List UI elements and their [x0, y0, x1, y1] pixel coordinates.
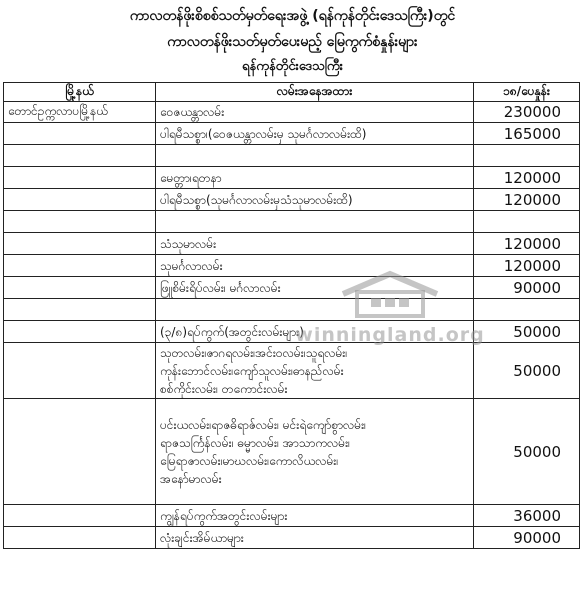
table-row: [4, 167, 580, 189]
header-line-1: ကာလတန်ဖိုးစိစစ်သတ်မှတ်ရေးအဖွဲ့ (ရန်ကုန်တိုင်းဒေသကြီး)တွင်: [129, 8, 456, 24]
table-row: [4, 299, 580, 321]
header-line-2: ကာလတန်ဖိုးသတ်မှတ်ပေးမည့် မြေကွက်စံနှုန်းများ: [167, 34, 418, 50]
rate-cell: 120000: [474, 189, 580, 211]
land-rate-table: [3, 82, 580, 549]
township-cell: [4, 167, 156, 189]
rate-cell: 120000: [474, 167, 580, 189]
table-row: [4, 211, 580, 233]
township-cell: [4, 145, 156, 167]
street-cell: ဝေဇယန္တာလမ်း: [156, 102, 474, 123]
column-header-rate: ၁၈/ပေနှုန်း: [474, 83, 580, 102]
street-cell: ပါရမီသစ္စာ၊(ဝေဇယန္တာလမ်းမှ သုမင်္ဂလာလမ်းထိ): [156, 123, 474, 145]
township-cell: [4, 505, 156, 527]
township-cell: [4, 343, 156, 399]
rate-cell: 90000: [474, 277, 580, 299]
table-row: [4, 123, 580, 145]
table-row: [4, 189, 580, 211]
table-header-row: [4, 83, 580, 102]
township-cell: [4, 211, 156, 233]
table-row: [4, 233, 580, 255]
township-cell: [4, 321, 156, 343]
street-cell: ပါရမီသစ္စာ(သုမင်္ဂလာလမ်းမှသံသုမာလမ်းထိ): [156, 189, 474, 211]
rate-cell: 36000: [474, 505, 580, 527]
table-row: [4, 277, 580, 299]
rate-cell: 50000: [474, 343, 580, 399]
rate-cell: 120000: [474, 255, 580, 277]
column-header-township: မြို့နယ်: [4, 83, 156, 102]
rate-cell: [474, 299, 580, 321]
township-cell: [4, 399, 156, 505]
street-cell: ဖြူစိမ်းရိပ်လမ်း၊ မင်္ဂလာလမ်း: [156, 277, 474, 299]
street-cell: [156, 145, 474, 167]
column-header-street: လမ်းအနေအထား: [156, 83, 474, 102]
rate-cell: 120000: [474, 233, 580, 255]
rate-cell: [474, 145, 580, 167]
street-cell: မေတ္တာ၊ရတနာ: [156, 167, 474, 189]
table-row: [4, 255, 580, 277]
township-cell: [4, 527, 156, 549]
street-cell: ပင်းယလမ်း၊ရာဇဓိရာဇ်လမ်း၊ မင်းရဲကျော်စွာလမ်း၊ ရာဇသင်္ကြန်လမ်း၊ ဓမ္မာလမ်း၊ အာသာကလမ်း၊ မြေရာဇာလမ်း၊မာဃလမ်း၊ကောလိယလမ်း၊ အနော်မာလမ်း: [156, 399, 474, 505]
street-cell: လုံးချင်းအိမ်ယာများ: [156, 527, 474, 549]
watermark-text: winningland.org: [295, 324, 485, 346]
township-cell: [4, 255, 156, 277]
township-cell: [4, 233, 156, 255]
township-cell: [4, 277, 156, 299]
table-row: [4, 321, 580, 343]
township-cell: တောင်ဥက္ကလာပမြို့နယ်: [4, 102, 156, 123]
street-cell: (၃/၈)ရပ်ကွက်(အတွင်းလမ်းများ): [156, 321, 474, 343]
street-cell: [156, 211, 474, 233]
street-cell: ကျွန်ရပ်ကွက်အတွင်းလမ်းများ: [156, 505, 474, 527]
township-cell: [4, 189, 156, 211]
table-row: [4, 527, 580, 549]
table-row: [4, 399, 580, 505]
rate-cell: 90000: [474, 527, 580, 549]
table-row: [4, 505, 580, 527]
rate-cell: 165000: [474, 123, 580, 145]
rate-cell: 230000: [474, 102, 580, 123]
street-cell: သုမင်္ဂလာလမ်း: [156, 255, 474, 277]
township-cell: [4, 123, 156, 145]
rate-cell: 50000: [474, 399, 580, 505]
rate-cell: [474, 211, 580, 233]
table-row: [4, 343, 580, 399]
table-row: [4, 102, 580, 123]
township-cell: [4, 299, 156, 321]
street-cell: သံသုမာလမ်း: [156, 233, 474, 255]
street-cell: သုတလမ်း၊ဇာဂရလမ်း၊အင်းဝလမ်း၊သူရလမ်း၊ ကုန်းဘောင်လမ်း၊ကျော်သူလမ်း၊ဓာနည်လမ်း စစ်ကိုင်းလမ်း၊ တကောင်းလမ်း: [156, 343, 474, 399]
rate-cell: 50000: [474, 321, 580, 343]
table-row: [4, 145, 580, 167]
street-cell: [156, 299, 474, 321]
header-line-3: ရန်ကုန်တိုင်းဒေသကြီး: [242, 59, 343, 74]
